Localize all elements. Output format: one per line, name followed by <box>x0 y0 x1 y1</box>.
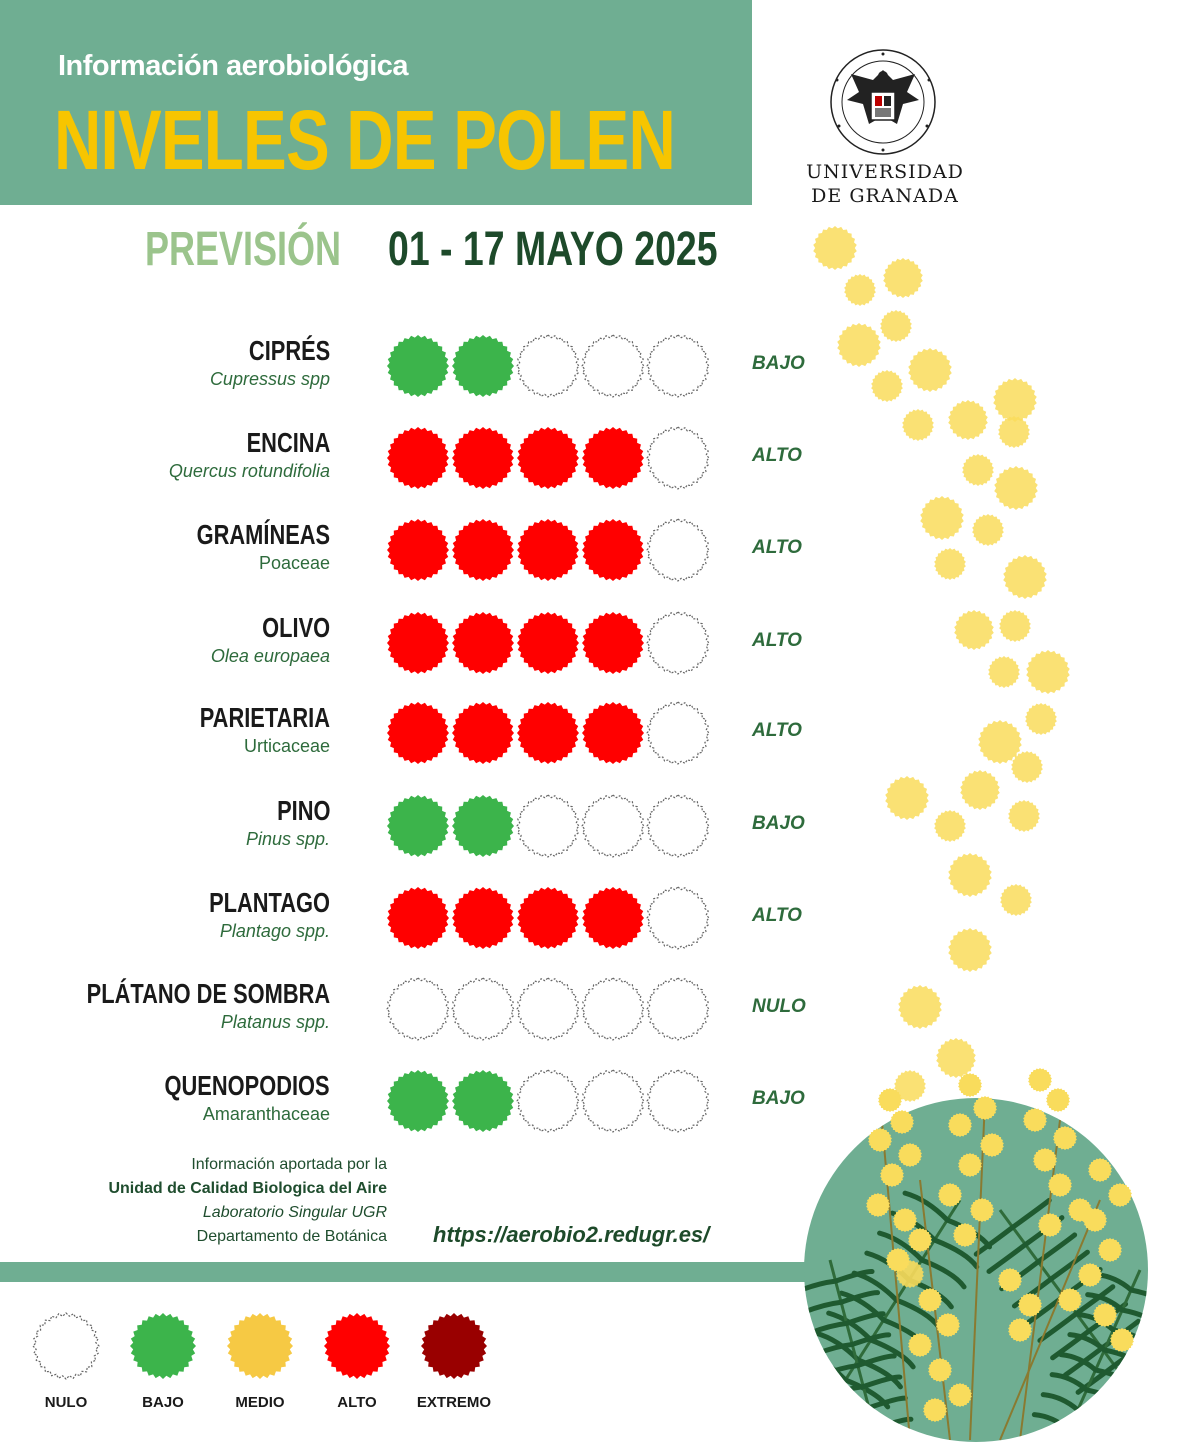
pollen-grain <box>883 258 923 298</box>
level-dot-filled <box>387 887 449 949</box>
credits-line4: Departamento de Botánica <box>196 1228 387 1245</box>
pollen-grain <box>898 985 942 1029</box>
legend-label-medio: MEDIO <box>235 1394 285 1411</box>
credits-line1: Información aportada por la <box>191 1156 387 1173</box>
level-dot-filled <box>582 519 644 581</box>
leaflet <box>1127 1356 1163 1383</box>
header-subtitle: Información aerobiológica <box>58 50 409 82</box>
leaflet <box>1078 1410 1113 1425</box>
legend-swatch-nulo <box>30 1310 102 1382</box>
level-dot-filled <box>452 702 514 764</box>
pollen-row <box>0 793 840 873</box>
level-dot-empty <box>647 887 709 949</box>
level-dot-filled <box>452 519 514 581</box>
pollen-grain <box>1046 1088 1070 1112</box>
leaflet <box>832 1408 868 1418</box>
level-dot-filled <box>517 887 579 949</box>
level-dot-filled <box>517 702 579 764</box>
level-dot-filled <box>452 887 514 949</box>
level-dot-empty <box>647 795 709 857</box>
pollen-level-label: BAJO <box>752 1088 805 1109</box>
pollen-grain <box>948 928 992 972</box>
level-dot-filled <box>582 427 644 489</box>
pollen-level-label: BAJO <box>752 353 805 374</box>
pollen-level-dots <box>385 885 720 951</box>
level-dot-filled <box>387 335 449 397</box>
pollen-grain <box>885 776 929 820</box>
legend-swatch-medio <box>224 1310 296 1382</box>
pollen-grain <box>1000 884 1032 916</box>
university-name <box>785 160 985 208</box>
legend-swatch-bajo <box>127 1310 199 1382</box>
pollen-grain <box>1003 555 1047 599</box>
pollen-grain <box>837 323 881 367</box>
level-dot-empty <box>452 978 514 1040</box>
pollen-name: PARIETARIA <box>199 702 330 733</box>
pollen-latin-name: Olea europaea <box>210 646 330 666</box>
level-dot-filled <box>387 1070 449 1132</box>
level-dot-filled <box>387 519 449 581</box>
pollen-grain <box>988 656 1020 688</box>
pollen-row <box>0 517 840 597</box>
pollen-level-dots <box>385 517 720 583</box>
pollen-grain <box>936 1038 976 1078</box>
leaflet <box>1069 1430 1104 1444</box>
pollen-grain <box>960 770 1000 810</box>
pollen-level-dots <box>385 700 720 766</box>
pollen-grain <box>999 610 1031 642</box>
level-dot-empty <box>647 1070 709 1132</box>
pollen-grain <box>994 466 1038 510</box>
pollen-row <box>0 333 840 413</box>
forecast-date-range: 01 - 17 MAYO 2025 <box>388 223 718 276</box>
pollen-level-dots <box>385 1068 720 1134</box>
level-dot-empty <box>387 978 449 1040</box>
mimosa-illustration <box>760 220 1192 1444</box>
pollen-level-label: ALTO <box>752 905 802 926</box>
level-dot-filled <box>517 612 579 674</box>
pollen-row <box>0 1068 840 1148</box>
legend-swatch-extremo <box>418 1310 490 1382</box>
level-dot-empty <box>582 978 644 1040</box>
level-dot-filled <box>452 335 514 397</box>
level-dot-empty <box>517 335 579 397</box>
pollen-level-dots <box>385 976 720 1042</box>
pollen-grain <box>948 853 992 897</box>
pollen-name: QUENOPODIOS <box>164 1070 330 1101</box>
level-dot-filled <box>387 795 449 857</box>
pollen-grain <box>813 226 857 270</box>
header-banner <box>0 0 752 205</box>
legend-label-nulo: NULO <box>44 1394 88 1411</box>
leaflet <box>790 1373 832 1400</box>
pollen-level-label: ALTO <box>752 537 802 558</box>
legend-label-extremo: EXTREMO <box>416 1394 492 1411</box>
level-dot-empty <box>647 978 709 1040</box>
level-dot-empty <box>647 427 709 489</box>
pollen-name: PLANTAGO <box>209 887 330 918</box>
leaflet <box>1087 1390 1122 1405</box>
legend-label-alto: ALTO <box>337 1394 377 1411</box>
university-name-line1: UNIVERSIDAD <box>806 161 964 183</box>
pollen-name: PLÁTANO DE SOMBRA <box>86 978 330 1009</box>
pollen-level-dots <box>385 333 720 399</box>
level-dot-empty <box>647 335 709 397</box>
pollen-name: ENCINA <box>246 427 330 458</box>
pollen-grain <box>934 810 966 842</box>
pollen-row <box>0 976 840 1056</box>
pollen-name: OLIVO <box>262 612 330 643</box>
level-dot-filled <box>582 887 644 949</box>
credits-line2: Unidad de Calidad Biologica del Aire <box>108 1180 387 1197</box>
pollen-latin-name: Amaranthaceae <box>202 1104 330 1124</box>
pollen-grain <box>844 274 876 306</box>
pollen-grain <box>934 548 966 580</box>
pollen-grain <box>1028 1068 1052 1092</box>
pollen-grain <box>948 400 988 440</box>
pollen-level-label: ALTO <box>752 630 802 651</box>
legend-label-bajo: BAJO <box>142 1394 184 1411</box>
level-dot-filled <box>452 427 514 489</box>
pollen-latin-name: Quercus rotundifolia <box>168 461 330 481</box>
credits-line3: Laboratorio Singular UGR <box>202 1204 387 1221</box>
pollen-level-label: BAJO <box>752 813 805 834</box>
pollen-level-label: ALTO <box>752 445 802 466</box>
level-dot-empty <box>582 795 644 857</box>
level-dot-filled <box>582 702 644 764</box>
pollen-grain <box>920 496 964 540</box>
pollen-latin-name: Cupressus spp <box>209 369 330 389</box>
pollen-grain <box>880 310 912 342</box>
level-dot-empty <box>517 978 579 1040</box>
pollen-row <box>0 425 840 505</box>
level-dot-empty <box>647 612 709 674</box>
pollen-row <box>0 885 840 965</box>
level-dot-filled <box>387 702 449 764</box>
website-link[interactable]: https://aerobio2.redugr.es/ <box>433 1222 710 1247</box>
university-name-line2: DE GRANADA <box>811 185 959 207</box>
pollen-grain <box>993 378 1037 422</box>
pollen-grain <box>871 370 903 402</box>
pollen-latin-name: Pinus spp. <box>245 829 330 849</box>
pollen-level-dots <box>385 425 720 491</box>
pollen-latin-name: Poaceae <box>258 553 330 573</box>
pollen-grain <box>1026 650 1070 694</box>
legend-swatch-alto <box>321 1310 393 1382</box>
level-dot-filled <box>387 427 449 489</box>
pollen-latin-name: Plantago spp. <box>219 921 330 941</box>
level-dot-filled <box>452 1070 514 1132</box>
pollen-grain <box>1008 800 1040 832</box>
pollen-grain <box>998 416 1030 448</box>
pollen-row <box>0 610 840 690</box>
pollen-level-label: NULO <box>752 996 806 1017</box>
pollen-level-label: ALTO <box>752 720 802 741</box>
level-dot-filled <box>452 795 514 857</box>
level-dot-filled <box>452 612 514 674</box>
header-title: NIVELES DE POLEN <box>54 93 676 187</box>
pollen-name: GRAMÍNEAS <box>196 519 330 550</box>
pollen-grain <box>962 454 994 486</box>
level-dot-empty <box>582 335 644 397</box>
level-dot-empty <box>517 795 579 857</box>
pollen-grain <box>902 409 934 441</box>
pollen-grain <box>1025 703 1057 735</box>
level-dot-filled <box>582 612 644 674</box>
level-dot-empty <box>582 1070 644 1132</box>
pollen-row <box>0 700 840 780</box>
pollen-name: CIPRÉS <box>248 335 330 366</box>
pollen-name: PINO <box>276 795 330 826</box>
credits <box>108 1153 387 1249</box>
leaflet <box>838 1429 874 1439</box>
level-dot-empty <box>647 702 709 764</box>
level-dot-filled <box>387 612 449 674</box>
forecast-label: PREVISIÓN <box>145 223 342 276</box>
pollen-level-dots <box>385 610 720 676</box>
pollen-latin-name: Platanus spp. <box>220 1012 330 1032</box>
pollen-grain <box>908 348 952 392</box>
pollen-latin-name: Urticaceae <box>243 736 330 756</box>
level-dot-filled <box>517 427 579 489</box>
pollen-level-dots <box>385 793 720 859</box>
legend <box>0 1310 560 1420</box>
level-dot-filled <box>517 519 579 581</box>
level-dot-empty <box>517 1070 579 1132</box>
footer-band <box>0 1262 860 1282</box>
level-dot-empty <box>647 519 709 581</box>
pollen-grain <box>954 610 994 650</box>
pollen-grain <box>972 514 1004 546</box>
